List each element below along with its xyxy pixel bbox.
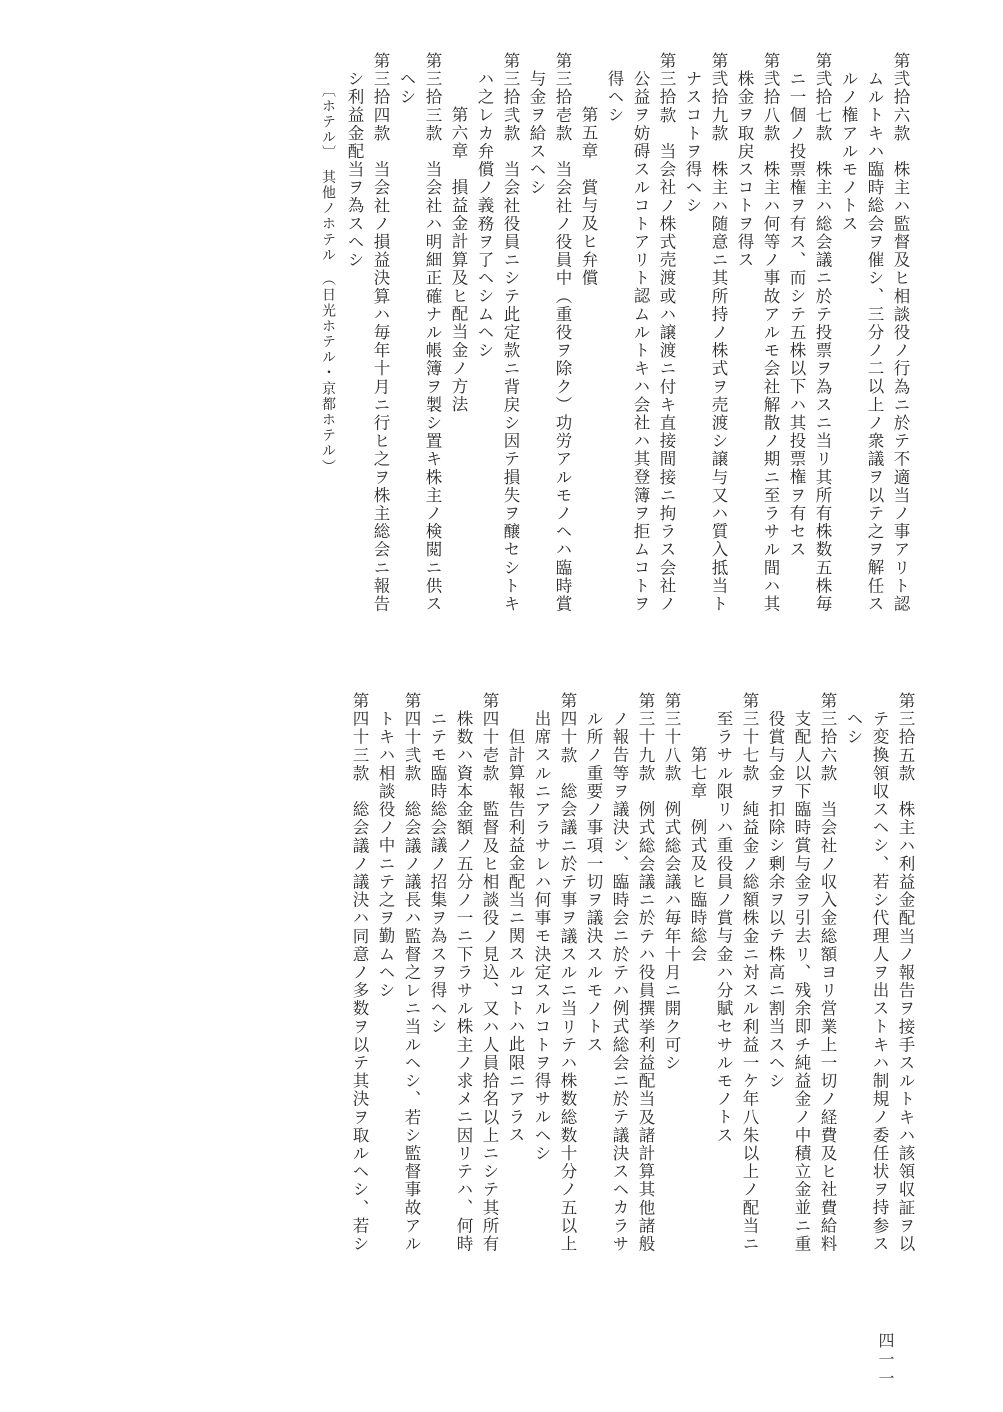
chapter-heading: 第七章 例式及ヒ臨時総会 — [688, 746, 707, 964]
text-line: 第弐拾七款 株主ハ総会議ニ於テ投票ヲ為スニ当リ其所有株数五株毎 — [813, 52, 832, 614]
text-line: ナスコトヲ得ヘシ — [683, 70, 702, 215]
text-line: 第三十八款 例式総会議ハ毎年十月ニ開ク可シ — [662, 692, 681, 1073]
text-line: シ利益金配当ヲ為スヘシ — [345, 70, 364, 270]
footnote-line: 〔ホテル〕 其他ノホテル （日光ホテル・京都ホテル） — [320, 82, 336, 475]
upper-text-block — [113, 52, 913, 672]
text-line: ヘシ — [844, 710, 863, 747]
text-line: 株金ヲ取戻スコトヲ得ス — [735, 70, 754, 270]
text-line: 出席スルニアラサレハ何事モ決定スルコトヲ得サルヘシ — [532, 710, 551, 1163]
chapter-heading: 第五章 賞与及ヒ弁償 — [579, 106, 598, 288]
text-line: 至ラサル限リハ重役員ノ賞与金ハ分賦セサルモノトス — [714, 710, 733, 1145]
text-line: ムルトキハ臨時総会ヲ催シ、三分ノ二以上ノ衆議ヲ以テ之ヲ解任ス — [865, 70, 884, 614]
text-line: ニ一個ノ投票権ヲ有ス、而シテ五株以下ハ其投票権ヲ有セス — [787, 70, 806, 559]
text-line: ルノ権アルモノトス — [839, 70, 858, 234]
text-line: 支配人以下臨時賞与金ヲ引去リ、残余即チ純益金ノ中積立金並ニ重 — [792, 710, 811, 1254]
text-line: 但計算報告利益金配当ニ関スルコトハ此限ニアラス — [506, 728, 525, 1145]
text-line: 第三十九款 例式総会議ニ於テハ役員撰挙利益配当及諸計算其他諸般 — [636, 692, 655, 1254]
text-line: 得ヘシ — [605, 70, 624, 125]
text-line: 第三拾款 当会社ノ株式売渡或ハ譲渡ニ付キ直接間接ニ拘ラス会社ノ — [657, 52, 676, 614]
text-line: 第三十七款 純益金ノ総額株金ニ対スル利益一ケ年八朱以上ノ配当ニ — [740, 692, 759, 1254]
text-line: 第三拾五款 株主ハ利益金配当ノ報告ヲ接手スルトキハ該領収証ヲ以 — [896, 692, 915, 1254]
text-line: 公益ヲ妨碍スルコトアリト認ムルトキハ会社ハ其登簿ヲ拒ムコトヲ — [631, 70, 650, 614]
text-line: 第四十款 総会議ニ於テ事ヲ議スルニ当リテハ株数総数十分ノ五以上 — [558, 692, 577, 1254]
text-line: 第三拾壱款 当会社ノ役員中（重役ヲ除ク）功労アルモノヘハ臨時賞 — [553, 52, 572, 614]
text-line: 株数ハ資本金額ノ五分ノ一ニ下ラサル株主ノ求メニ因リテハ、何時 — [454, 710, 473, 1254]
text-line: 第四十弐款 総会議ノ議長ハ監督之レニ当ルヘシ、若シ監督事故アル — [402, 692, 421, 1254]
text-line: 与金ヲ給スヘシ — [527, 70, 546, 197]
text-line: ハ之レカ弁償ノ義務ヲ了ヘシムヘシ — [475, 70, 494, 360]
text-line: 第四十三款 総会議ノ議決ハ同意ノ多数ヲ以テ其決ヲ取ルヘシ、若シ — [350, 692, 369, 1254]
text-line: 第弐拾九款 株主ハ随意ニ其所持ノ株式ヲ売渡シ譲与又ハ質入抵当ト — [709, 52, 728, 614]
text-line: テ変換領収スヘシ、若シ代理人ヲ出ストキハ制規ノ委任状ヲ持参ス — [870, 710, 889, 1254]
text-line: 第弐拾八款 株主ハ何等ノ事故アルモ会社解散ノ期ニ至ラサル間ハ其 — [761, 52, 780, 614]
text-line: 役賞与金ヲ扣除シ剰余ヲ以テ株高ニ割当スヘシ — [766, 710, 785, 1091]
text-line: ノ報告等ヲ議決シ、臨時会ニ於テハ例式総会ニ於テ議決スヘカラサ — [610, 710, 629, 1254]
text-line: 第四十壱款 監督及ヒ相談役ノ見込、又ハ人員拾名以上ニシテ其所有 — [480, 692, 499, 1254]
chapter-heading: 第六章 損益金計算及ヒ配当金ノ方法 — [449, 106, 468, 415]
text-line: 第三拾弐款 当会社役員ニシテ此定款ニ背戻シ因テ損失ヲ醸セシトキ — [501, 52, 520, 614]
page-number: 四一一 — [876, 1332, 895, 1389]
text-line: ル所ノ重要ノ事項一切ヲ議決スルモノトス — [584, 710, 603, 1055]
text-line: ニテモ臨時総会議ノ招集ヲ為スヲ得ヘシ — [428, 710, 447, 1036]
text-line: ヘシ — [397, 70, 416, 107]
text-line: トキハ相談役ノ中ニテ之ヲ勤ムヘシ — [376, 710, 395, 1000]
text-line: 第三拾三款 当会社ハ明細正確ナル帳簿ヲ製シ置キ株主ノ検閲ニ供ス — [423, 52, 442, 614]
text-line: 第三拾四款 当会社ノ損益決算ハ毎年十月ニ行ヒ之ヲ株主総会ニ報告 — [371, 52, 390, 614]
text-line: 第三拾六款 当会社ノ収入金総額ヨリ営業上一切ノ経費及ヒ社費給料 — [818, 692, 837, 1254]
text-line: 第弐拾六款 株主ハ監督及ヒ相談役ノ行為ニ於テ不適当ノ事アリト認 — [891, 52, 910, 614]
lower-text-block — [98, 692, 918, 1322]
